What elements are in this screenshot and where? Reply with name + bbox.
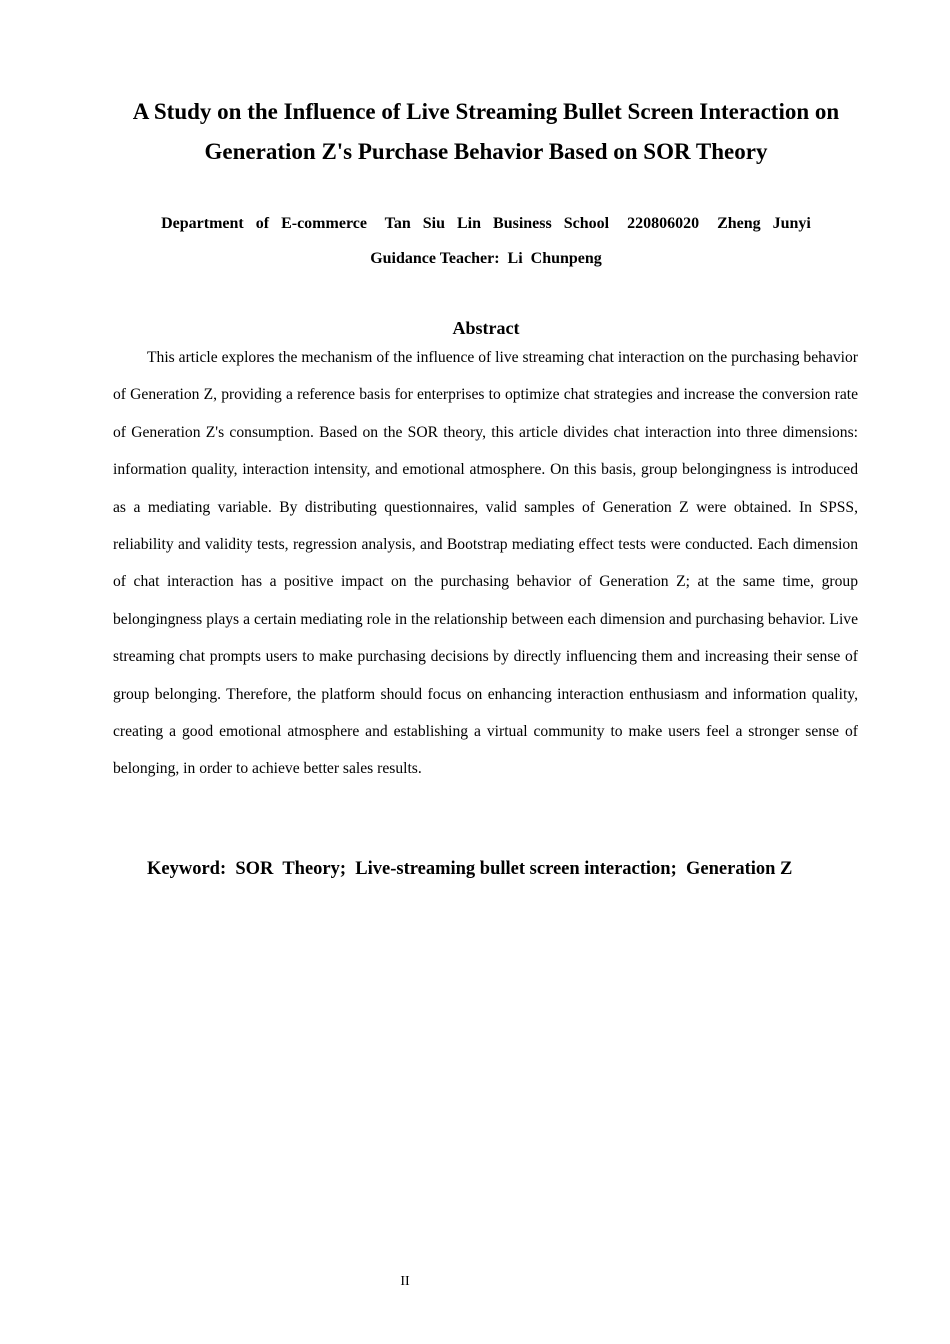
paper-title-line-1: A Study on the Influence of Live Streaming Bullet Screen Interaction on xyxy=(132,99,840,124)
abstract-heading: Abstract xyxy=(452,318,520,338)
abstract-body: This article explores the mechanism of the influence of live streaming chat interaction on the purchasing behavior of Generation Z, providing a reference basis for enterprises to optimize chat strategies and increase the conversion rate of Generation Z's consumption. Based on the SOR theory, this article divides chat interaction into three dimensions: information quality, interaction intensity, and emotional atmosphere. On this basis, group belongingness is introduced as a mediating variable. By distributing questionnaires, valid samples of Generation Z were obtained. In SPSS, reliability and validity tests, regression analysis, and Bootstrap mediating effect tests were conducted. Each dimension of chat interaction has a positive impact on the purchasing behavior of Generation Z; at the same time, group belongingness plays a certain mediating role in the relationship between each dimension and purchasing behavior. Live streaming chat prompts users to make purchasing decisions by directly influencing them and increasing their sense of group belonging. Therefore, the platform should focus on enhancing interaction enthusiasm and information quality, creating a good emotional atmosphere and establishing a virtual community to make users feel a stronger sense of belonging, in order to achieve better sales results. xyxy=(113,349,858,778)
author-affiliation: Department of E-commerce Tan Siu Lin Business School 220806020 Zheng Junyi xyxy=(161,215,811,232)
keywords: Keyword: SOR Theory; Live-streaming bullet screen interaction; Generation Z xyxy=(147,859,793,879)
paper-title xyxy=(100,92,872,172)
guidance-teacher: Guidance Teacher: Li Chunpeng xyxy=(370,250,602,267)
page-number: II xyxy=(400,1274,410,1289)
paper-title-line-2: Generation Z's Purchase Behavior Based on SOR Theory xyxy=(204,139,768,164)
